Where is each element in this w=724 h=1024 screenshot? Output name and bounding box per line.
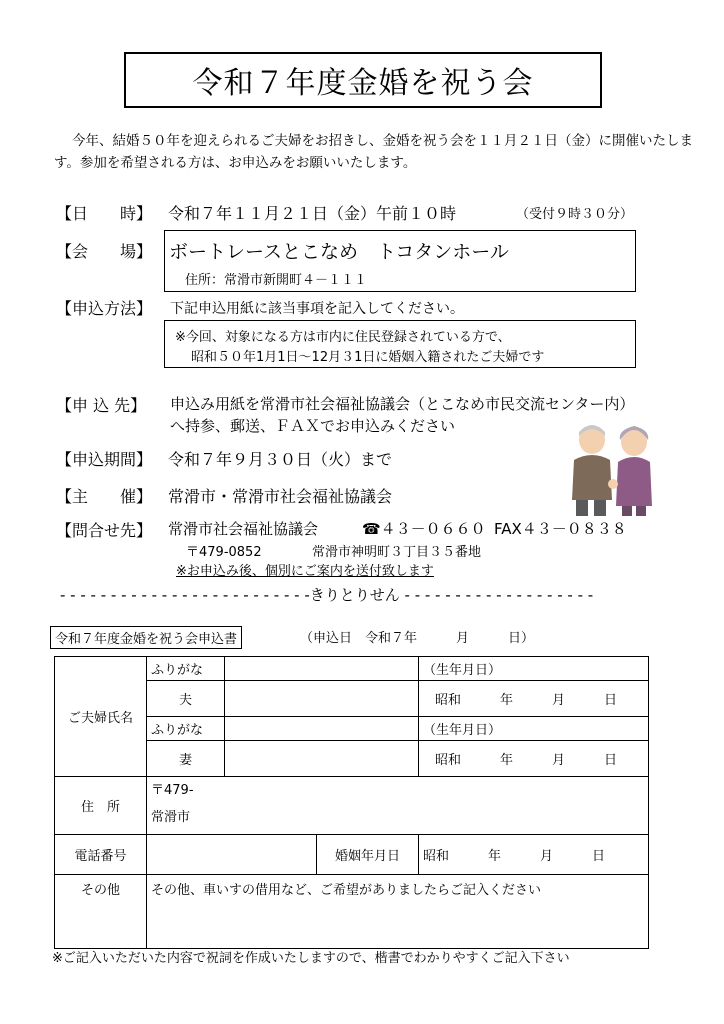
period-value: 令和７年９月３０日（火）まで	[168, 450, 393, 469]
marriage-date-label: 婚姻年月日	[317, 835, 419, 875]
destination-line1: 申込み用紙を常滑市社会福祉協議会（とこなめ市民交流センター内）	[170, 395, 635, 413]
footer-note: ※ご記入いただいた内容で祝詞を作成いたしますので、楷書でわかりやすくご記入下さい	[52, 951, 570, 966]
husband-birth-field[interactable]: 昭和 年 月 日	[419, 681, 649, 717]
contact-fax: FAX４３－０８３８	[494, 520, 627, 538]
wife-birth-field[interactable]: 昭和 年 月 日	[419, 741, 649, 777]
method-note-line2: 昭和５０年1月1日～12月３1日に婚姻入籍されたご夫婦です	[191, 350, 545, 365]
couple-name-label: ご夫婦氏名	[55, 657, 147, 777]
date-label: 【日 時】	[56, 204, 153, 223]
other-field[interactable]: その他、車いすの借用など、ご希望がありましたらご記入ください	[147, 875, 649, 949]
husband-label: 夫	[147, 681, 225, 717]
address-city: 常滑市	[151, 810, 191, 825]
contact-address: 常滑市神明町３丁目３５番地	[312, 545, 482, 560]
woman-body	[616, 457, 652, 506]
husband-furigana-label: ふりがな	[147, 657, 225, 681]
marriage-date-field[interactable]: 昭和 年 月 日	[419, 835, 649, 875]
form-title: 令和７年度金婚を祝う会申込書	[50, 626, 242, 649]
destination-line2: へ持参、郵送、ＦＡＸでお申込みください	[170, 417, 456, 435]
contact-name: 常滑市社会福祉協議会	[168, 520, 319, 538]
organizer-label: 【主 催】	[56, 487, 153, 506]
method-value: 下記申込用紙に該当事項を記入してください。	[170, 301, 464, 317]
address-label: 住 所	[55, 777, 147, 835]
phone-label: 電話番号	[55, 835, 147, 875]
date-note: （受付９時３０分）	[516, 207, 634, 222]
address-field[interactable]	[147, 777, 649, 835]
husband-name-field[interactable]	[225, 681, 419, 717]
man-body	[572, 455, 612, 500]
method-note-box	[164, 320, 636, 368]
period-label: 【申込期間】	[56, 450, 153, 469]
organizer-value: 常滑市・常滑市社会福祉協議会	[168, 487, 393, 506]
venue-address: 住所：常滑市新開町４－１１１	[185, 273, 368, 288]
cut-line: - - - - - - - - - - - - - - - - - - - - - - - - -きりとりせん - - - - - - - - - - - - - - - - - - -	[60, 586, 594, 604]
venue-box	[164, 230, 636, 292]
date-value: 令和７年１１月２１日（金）午前１０時	[168, 204, 457, 223]
phone-field[interactable]	[147, 835, 317, 875]
destination-label: 【申 込 先】	[56, 396, 147, 415]
contact-postal: 〒479-0852	[186, 545, 262, 560]
method-note-line1: ※今回、対象になる方は市内に住民登録されている方で、	[175, 330, 511, 345]
contact-label: 【問合せ先】	[56, 521, 153, 540]
other-label: その他	[55, 875, 147, 949]
wife-name-field[interactable]	[225, 741, 419, 777]
wife-furigana-label: ふりがな	[147, 717, 225, 741]
page-title: 令和７年度金婚を祝う会	[124, 52, 602, 108]
husband-furigana-field[interactable]	[225, 657, 419, 681]
elderly-couple-illustration	[564, 418, 664, 518]
intro-text: 今年、結婚５０年を迎えられるご夫婦をお招きし、金婚を祝う会を１１月２１日（金）に開催いたします。参加を希望される方は、お申込みをお願いいたします。	[54, 133, 693, 171]
contact-note: ※お申込み後、個別にご案内を送付致します	[176, 564, 434, 579]
venue-label: 【会 場】	[56, 242, 153, 261]
husband-birth-label: （生年月日）	[419, 657, 649, 681]
contact-tel: ☎４３－０６６０	[362, 520, 486, 538]
address-postal: 〒479-	[151, 783, 194, 798]
application-form	[54, 656, 649, 949]
form-apply-date: （申込日 令和７年 月 日）	[300, 631, 535, 646]
wife-birth-label: （生年月日）	[419, 717, 649, 741]
method-label: 【申込方法】	[56, 299, 153, 318]
venue-name: ボートレースとこなめ トコタンホール	[169, 241, 509, 263]
wife-furigana-field[interactable]	[225, 717, 419, 741]
wife-label: 妻	[147, 741, 225, 777]
